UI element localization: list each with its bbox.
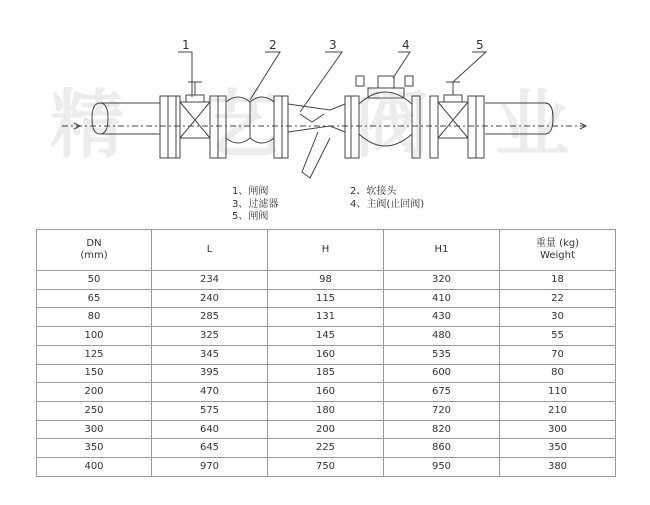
cell-h1: 820 [384,420,500,439]
cell-l: 234 [152,271,268,290]
cell-l: 285 [152,308,268,327]
cell-h: 200 [268,420,384,439]
callout-leader [300,52,342,112]
cell-weight: 110 [500,383,616,402]
cell-h1: 410 [384,289,500,308]
flange [168,96,176,158]
table-row [37,420,616,439]
cell-h: 185 [268,364,384,383]
legend-item-5: 5、闸阀 [232,211,269,222]
callout-5: 5 [476,38,484,52]
cell-h: 145 [268,327,384,346]
cell-l: 345 [152,345,268,364]
cell-dn: 50 [37,271,152,290]
table-row [37,308,616,327]
cell-h1: 720 [384,402,500,421]
callout-2: 2 [269,38,277,52]
callout-leader [178,52,192,97]
header-weight: 重量 (kg) Weight [500,230,616,271]
legend-item-3: 3、过滤器 [232,199,279,210]
cell-weight: 18 [500,271,616,290]
cell-h: 225 [268,439,384,458]
valve-assembly-diagram [0,0,650,225]
cell-dn: 300 [37,420,152,439]
cell-dn: 350 [37,439,152,458]
cell-h1: 480 [384,327,500,346]
table-row [37,289,616,308]
cell-l: 970 [152,458,268,477]
cell-h1: 320 [384,271,500,290]
watermark-char-2: 艺 [205,82,279,168]
legend-item-2: 2、软接头 [350,186,397,197]
cell-weight: 22 [500,289,616,308]
table-row [37,271,616,290]
cell-dn: 200 [37,383,152,402]
cell-l: 395 [152,364,268,383]
cell-weight: 300 [500,420,616,439]
header-h: H [268,230,384,271]
cell-h: 750 [268,458,384,477]
legend-item-4: 4、主阀(止回阀) [350,199,425,210]
header-l: L [152,230,268,271]
watermark-char-3: 阀 [355,82,429,168]
cell-l: 470 [152,383,268,402]
cell-l: 325 [152,327,268,346]
cell-h1: 860 [384,439,500,458]
gate-valve-5 [430,82,484,158]
cell-weight: 350 [500,439,616,458]
table-row [37,458,616,477]
cell-h: 160 [268,383,384,402]
cell-weight: 210 [500,402,616,421]
cell-l: 640 [152,420,268,439]
callout-leader [393,52,410,78]
cell-dn: 100 [37,327,152,346]
cell-h1: 430 [384,308,500,327]
table-row [37,402,616,421]
cell-h1: 535 [384,345,500,364]
cell-h: 98 [268,271,384,290]
cell-l: 240 [152,289,268,308]
cell-dn: 125 [37,345,152,364]
callout-leader [453,52,486,82]
legend-item-1: 1、闸阀 [232,186,269,197]
cell-h1: 600 [384,364,500,383]
cell-l: 575 [152,402,268,421]
header-dn: DN (mm) [37,230,152,271]
filter-3 [282,96,351,178]
cell-dn: 150 [37,364,152,383]
cell-weight: 70 [500,345,616,364]
cell-h1: 675 [384,383,500,402]
table-row [37,327,616,346]
table-row [37,345,616,364]
cell-weight: 55 [500,327,616,346]
cell-dn: 80 [37,308,152,327]
flange [160,96,168,158]
watermark-char-4: 业 [495,82,569,168]
table-row [37,364,616,383]
cell-weight: 380 [500,458,616,477]
cell-h1: 950 [384,458,500,477]
table-row [37,439,616,458]
cell-weight: 30 [500,308,616,327]
table-row [37,383,616,402]
callout-3: 3 [329,38,337,52]
cell-dn: 400 [37,458,152,477]
cell-l: 645 [152,439,268,458]
dimension-table [36,229,616,477]
cell-dn: 65 [37,289,152,308]
header-h1: H1 [384,230,500,271]
cell-h: 180 [268,402,384,421]
table-header-row [37,230,616,271]
cell-weight: 80 [500,364,616,383]
cell-h: 131 [268,308,384,327]
cell-dn: 250 [37,402,152,421]
watermark-char-1: 精 [50,82,124,168]
cell-h: 115 [268,289,384,308]
callout-1: 1 [182,38,190,52]
callout-4: 4 [402,38,410,52]
cell-h: 160 [268,345,384,364]
